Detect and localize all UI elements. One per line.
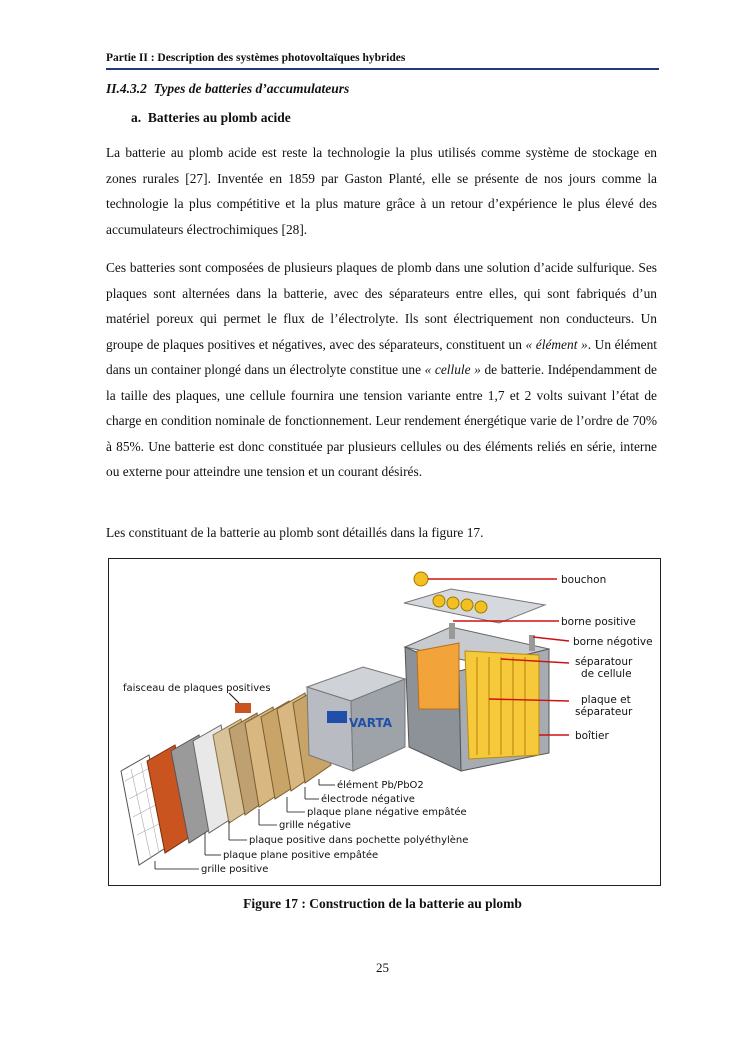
subsection-title: Batteries au plomb acide bbox=[147, 110, 291, 125]
cutaway-battery bbox=[404, 572, 549, 771]
figure-caption: Figure 17 : Construction de la batterie au plomb bbox=[243, 896, 522, 911]
label-plaque-line2: séparateur bbox=[575, 706, 633, 718]
paragraph-3: Les constituant de la batterie au plomb sont détaillés dans la figure 17. bbox=[106, 525, 484, 540]
label-element: élément Pb/PbO2 bbox=[337, 780, 424, 791]
label-faisceau: faisceau de plaques positives bbox=[123, 683, 271, 694]
label-plaque-positive-pochette: plaque positive dans pochette polyéthylène bbox=[249, 835, 469, 846]
paragraph-2-emphasis-cellule: « cellule » bbox=[424, 362, 481, 377]
label-separateur-line2: de cellule bbox=[581, 668, 632, 680]
paragraph-2-part-a: Ces batteries sont composées de plusieurs plaques de plomb dans une solution d’acide sulfurique. Ses plaques sont alternées dans la batterie, avec des séparateurs entre elles, qui sont fabriqués d’un matériel poreux qui permet le flux de l’électrolyte. Ils sont électriquement non conducteurs. Un groupe de plaques positives et négatives, avec des séparateurs, constituent un bbox=[106, 260, 657, 352]
figure-17 bbox=[108, 558, 661, 886]
battery-illustration bbox=[109, 559, 660, 885]
subsection-label: a. bbox=[131, 110, 142, 125]
paragraph-2-part-c: de batterie. Indépendamment de la taille des plaques, une cellule fournira une tension variante entre 1,7 et 2 volts suivant l’état de charge en condition nominale de fonctionnement. Leur rendement énergétique varie de l’ordre de 70% à 85%. Une batterie est donc constituée par plusieurs cellules ou des éléments reliés en série, interne ou externe pour atteindre une tension et un courant désirés. bbox=[106, 362, 657, 479]
varta-brand: VARTA bbox=[349, 716, 393, 730]
section-title: Types de batteries d’accumulateurs bbox=[153, 81, 350, 96]
label-grille-positive: grille positive bbox=[201, 864, 269, 875]
label-borne-negative: borne négotive bbox=[573, 636, 653, 648]
section-heading bbox=[106, 81, 349, 97]
running-header: Partie II : Description des systèmes photovoltaïques hybrides bbox=[106, 52, 406, 64]
paragraph-1: La batterie au plomb acide est reste la technologie la plus utilisés comme système de stockage en zones rurales [27]. Inventée en 1859 par Gaston Planté, elle se présente de nos jours comme la technologie la plus compétitive et la plus mature grâce à un retour d’expérience le plus élevé des accumulateurs électrochimiques [28]. bbox=[106, 145, 657, 237]
label-plaque-positive-empatee: plaque plane positive empâtée bbox=[223, 850, 379, 861]
label-borne-positive: borne positive bbox=[561, 616, 636, 628]
subsection-heading bbox=[131, 110, 291, 126]
label-grille-negative: grille négative bbox=[279, 820, 351, 831]
paragraph-2 bbox=[106, 255, 657, 485]
paragraph-2-emphasis-element: « élément » bbox=[525, 336, 588, 352]
section-number: II.4.3.2 bbox=[106, 81, 147, 96]
label-separateur-line1: séparatour bbox=[575, 656, 633, 668]
label-plaque-negative: plaque plane négative empâtée bbox=[307, 807, 467, 818]
page-number: 25 bbox=[376, 960, 389, 975]
label-plaque-line1: plaque et bbox=[581, 694, 631, 706]
label-electrode-negative: électrode négative bbox=[321, 794, 415, 805]
paragraph-2-part-b: . Un élément dans un container plongé dans un électrolyte constitue une bbox=[106, 336, 657, 377]
varta-battery bbox=[307, 667, 405, 771]
label-bouchon: bouchon bbox=[561, 574, 607, 586]
header-rule bbox=[106, 68, 659, 70]
label-boitier: boîtier bbox=[575, 730, 609, 742]
